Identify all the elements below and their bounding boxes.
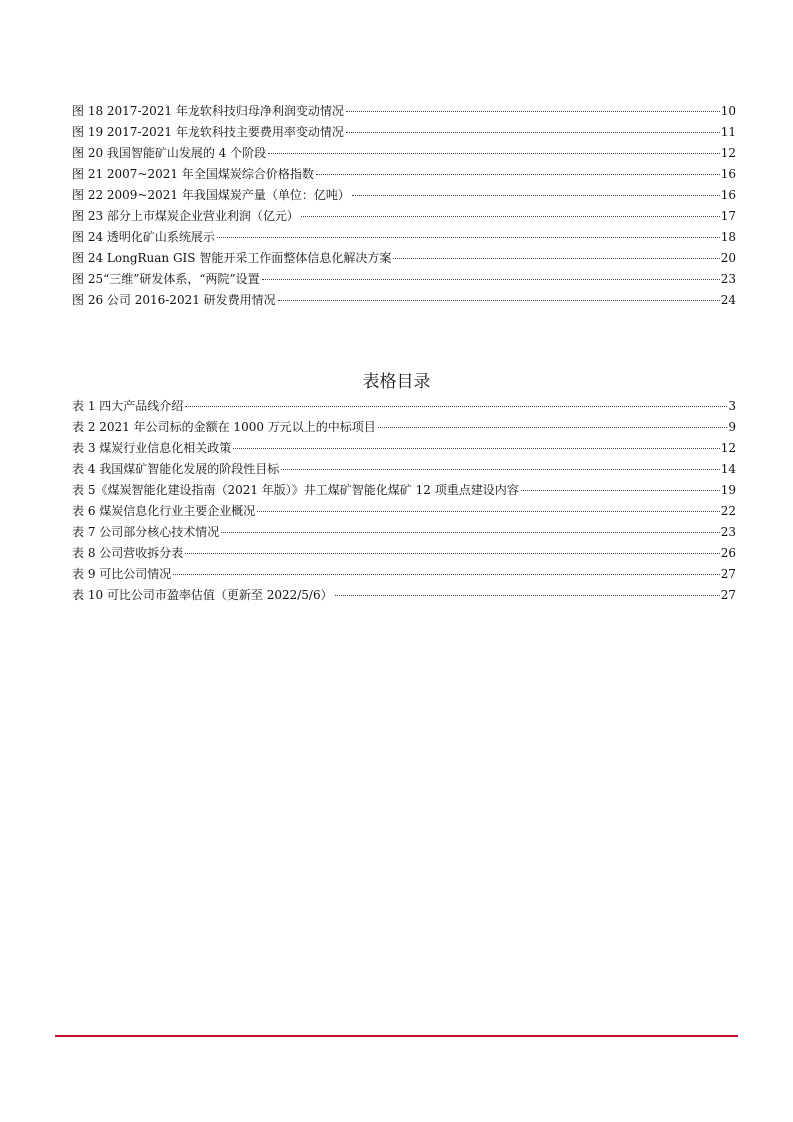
dot-leader <box>335 595 720 596</box>
table-entry[interactable] <box>72 522 736 543</box>
dot-leader <box>268 153 720 154</box>
figure-entry-page: 18 <box>720 230 736 244</box>
table-entry[interactable] <box>72 543 736 564</box>
figure-entry-title: 图 21 2007~2021 年全国煤炭综合价格指数 <box>72 167 314 181</box>
table-entry[interactable] <box>72 585 736 606</box>
table-entry-page: 27 <box>720 567 736 581</box>
dot-leader <box>278 300 720 301</box>
dot-leader <box>301 216 720 217</box>
footer-rule <box>55 1035 738 1037</box>
table-entry-title: 表 5《煤炭智能化建设指南（2021 年版）》井工煤矿智能化煤矿 12 项重点建设内容 <box>72 483 519 497</box>
dot-leader <box>217 237 720 238</box>
dot-leader <box>185 406 727 407</box>
figure-entry[interactable] <box>72 164 736 185</box>
table-entry[interactable] <box>72 480 736 501</box>
figure-entry[interactable] <box>72 269 736 290</box>
table-entry-title: 表 3 煤炭行业信息化相关政策 <box>72 441 232 455</box>
table-entry-page: 14 <box>720 462 736 476</box>
table-entry-page: 19 <box>720 483 736 497</box>
figure-entry-page: 24 <box>720 293 736 307</box>
table-entry[interactable] <box>72 501 736 522</box>
table-entry[interactable] <box>72 417 736 438</box>
table-entry-page: 9 <box>728 420 736 434</box>
figure-entry[interactable] <box>72 227 736 248</box>
table-entry-title: 表 8 公司营收拆分表 <box>72 546 184 560</box>
figure-entry[interactable] <box>72 206 736 227</box>
table-entry-title: 表 2 2021 年公司标的金额在 1000 万元以上的中标项目 <box>72 420 376 434</box>
figure-entry-page: 16 <box>720 167 736 181</box>
figure-entry-page: 10 <box>720 104 736 118</box>
figure-entry-title: 图 20 我国智能矿山发展的 4 个阶段 <box>72 146 267 160</box>
table-entry-title: 表 1 四大产品线介绍 <box>72 399 184 413</box>
dot-leader <box>257 511 719 512</box>
table-entry-page: 26 <box>720 546 736 560</box>
dot-leader <box>393 258 719 259</box>
figure-entry-page: 16 <box>720 188 736 202</box>
figure-entry[interactable] <box>72 122 736 143</box>
figure-entry[interactable] <box>72 248 736 269</box>
table-entry[interactable] <box>72 438 736 459</box>
figure-entry-title: 图 24 透明化矿山系统展示 <box>72 230 215 244</box>
table-entry-page: 12 <box>720 441 736 455</box>
table-entry-title: 表 7 公司部分核心技术情况 <box>72 525 220 539</box>
table-entry-title: 表 6 煤炭信息化行业主要企业概况 <box>72 504 256 518</box>
table-entry-title: 表 4 我国煤矿智能化发展的阶段性目标 <box>72 462 280 476</box>
dot-leader <box>352 195 720 196</box>
table-entry-page: 3 <box>728 399 736 413</box>
figure-entry-title: 图 24 LongRuan GIS 智能开采工作面整体信息化解决方案 <box>72 251 392 265</box>
figure-entry-title: 图 25“三维”研发体系，“两院”设置 <box>72 272 260 286</box>
table-entry-page: 23 <box>720 525 736 539</box>
figure-entry-page: 20 <box>720 251 736 265</box>
dot-leader <box>262 279 720 280</box>
figure-entry-title: 图 26 公司 2016-2021 研发费用情况 <box>72 293 276 307</box>
figure-entry[interactable] <box>72 101 736 122</box>
table-entry[interactable] <box>72 396 736 417</box>
figure-entry-title: 图 19 2017-2021 年龙软科技主要费用率变动情况 <box>72 125 344 139</box>
figure-entry-title: 图 23 部分上市煤炭企业营业利润（亿元） <box>72 209 299 223</box>
table-entry-title: 表 9 可比公司情况 <box>72 567 172 581</box>
table-entry-page: 22 <box>720 504 736 518</box>
figure-entry[interactable] <box>72 290 736 311</box>
dot-leader <box>378 427 728 428</box>
table-list <box>72 396 736 606</box>
dot-leader <box>346 132 720 133</box>
dot-leader <box>521 490 720 491</box>
figure-entry[interactable] <box>72 143 736 164</box>
table-entry[interactable] <box>72 564 736 585</box>
figure-entry-page: 11 <box>720 125 736 139</box>
dot-leader <box>281 469 719 470</box>
dot-leader <box>173 574 719 575</box>
figure-list <box>72 101 736 311</box>
figure-entry-page: 12 <box>720 146 736 160</box>
dot-leader <box>185 553 719 554</box>
dot-leader <box>221 532 719 533</box>
dot-leader <box>316 174 720 175</box>
figure-entry-page: 17 <box>720 209 736 223</box>
table-entry[interactable] <box>72 459 736 480</box>
dot-leader <box>346 111 720 112</box>
figure-entry[interactable] <box>72 185 736 206</box>
table-entry-page: 27 <box>720 588 736 602</box>
figure-entry-title: 图 22 2009~2021 年我国煤炭产量（单位：亿吨） <box>72 188 350 202</box>
tables-section-heading: 表格目录 <box>362 372 431 392</box>
figure-entry-page: 23 <box>720 272 736 286</box>
table-entry-title: 表 10 可比公司市盈率估值（更新至 2022/5/6） <box>72 588 333 602</box>
figure-entry-title: 图 18 2017-2021 年龙软科技归母净利润变动情况 <box>72 104 344 118</box>
dot-leader <box>233 448 719 449</box>
